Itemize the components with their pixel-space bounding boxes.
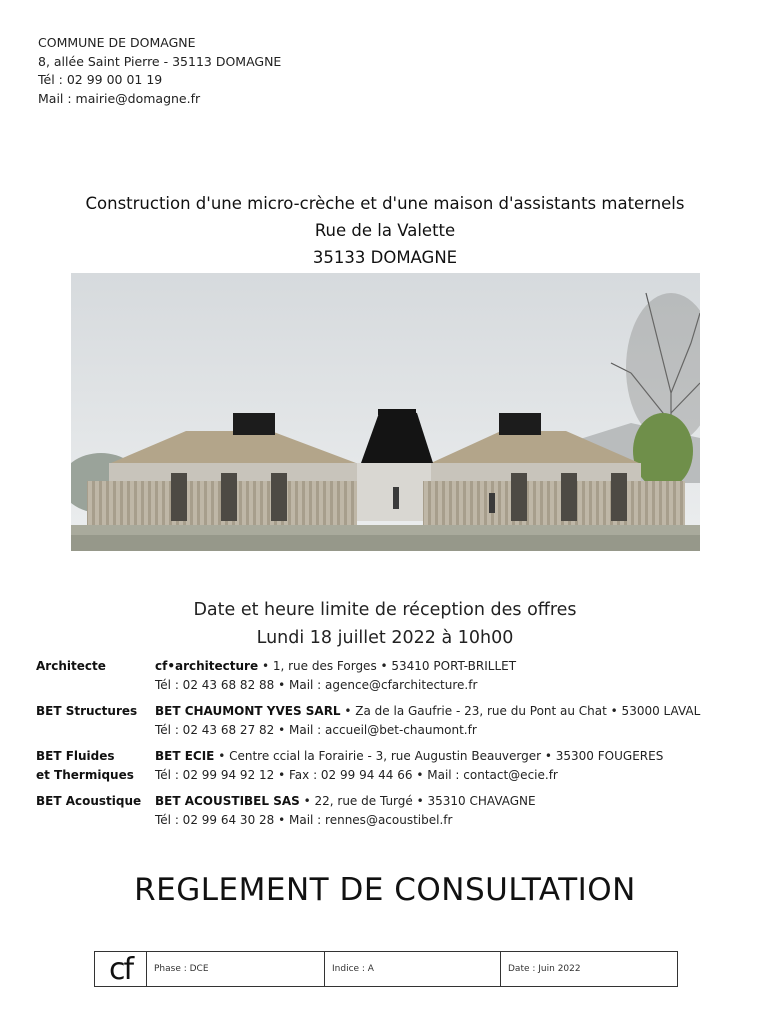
- team-role: [36, 702, 146, 721]
- team-company-name: BET CHAUMONT YVES SARL: [155, 704, 341, 718]
- team-company-contact: Tél : 02 99 94 92 12 • Fax : 02 99 94 44 66 • Mail : contact@ecie.fr: [155, 768, 558, 782]
- project-title-block: [0, 190, 770, 271]
- project-street: Rue de la Valette: [314, 221, 456, 240]
- team-company-contact: Tél : 02 43 68 82 88 • Mail : agence@cfarchitecture.fr: [155, 678, 478, 692]
- offer-deadline-block: [0, 596, 770, 652]
- team-role: [36, 657, 146, 676]
- team-company-address: • Za de la Gaufrie - 23, rue du Pont au Chat • 53000 LAVAL: [340, 704, 701, 718]
- team-company-contact: Tél : 02 43 68 27 82 • Mail : accueil@bet-chaumont.fr: [155, 723, 477, 737]
- team-role: [36, 747, 146, 785]
- team-info: [155, 702, 735, 740]
- building-rendering-image: [71, 273, 700, 551]
- footer-table: [94, 951, 678, 987]
- footer-indice: Indice : A: [325, 952, 501, 986]
- sender-name: COMMUNE DE DOMAGNE: [38, 35, 196, 50]
- team-info: [155, 657, 735, 695]
- cf-logo: cf: [95, 952, 147, 986]
- team-company-address: • 1, rue des Forges • 53410 PORT-BRILLET: [258, 659, 517, 673]
- team-role-line: Architecte: [36, 659, 106, 673]
- project-city: 35133 DOMAGNE: [312, 248, 458, 267]
- sender-address-block: [38, 34, 281, 108]
- team-role-line: BET Acoustique: [36, 794, 142, 808]
- deadline-date: Lundi 18 juillet 2022 à 10h00: [256, 628, 514, 648]
- sender-phone: Tél : 02 99 00 01 19: [38, 72, 163, 87]
- team-role-line: BET Fluides: [36, 749, 115, 763]
- team-company-contact: Tél : 02 99 64 30 28 • Mail : rennes@acoustibel.fr: [155, 813, 453, 827]
- team-role-line: BET Structures: [36, 704, 138, 718]
- project-title: Construction d'une micro-crèche et d'une maison d'assistants maternels: [85, 194, 685, 213]
- team-company-name: BET ECIE: [155, 749, 215, 763]
- team-company-address: • Centre ccial la Forairie - 3, rue Augustin Beauverger • 35300 FOUGERES: [214, 749, 664, 763]
- team-info: [155, 747, 735, 785]
- deadline-label: Date et heure limite de réception des offres: [193, 600, 577, 620]
- sender-address: 8, allée Saint Pierre - 35113 DOMAGNE: [38, 53, 282, 69]
- document-title: REGLEMENT DE CONSULTATION: [134, 872, 636, 908]
- footer-date: Date : Juin 2022: [508, 964, 581, 974]
- team-company-address: • 22, rue de Turgé • 35310 CHAVAGNE: [299, 794, 536, 808]
- team-company-name: cf•architecture: [155, 659, 259, 673]
- team-info: [155, 792, 735, 830]
- sender-mail: Mail : mairie@domagne.fr: [38, 90, 201, 106]
- team-company-name: BET ACOUSTIBEL SAS: [155, 794, 300, 808]
- team-role: [36, 792, 146, 811]
- team-role-line: et Thermiques: [36, 768, 134, 782]
- footer-phase: Phase : DCE: [147, 952, 325, 986]
